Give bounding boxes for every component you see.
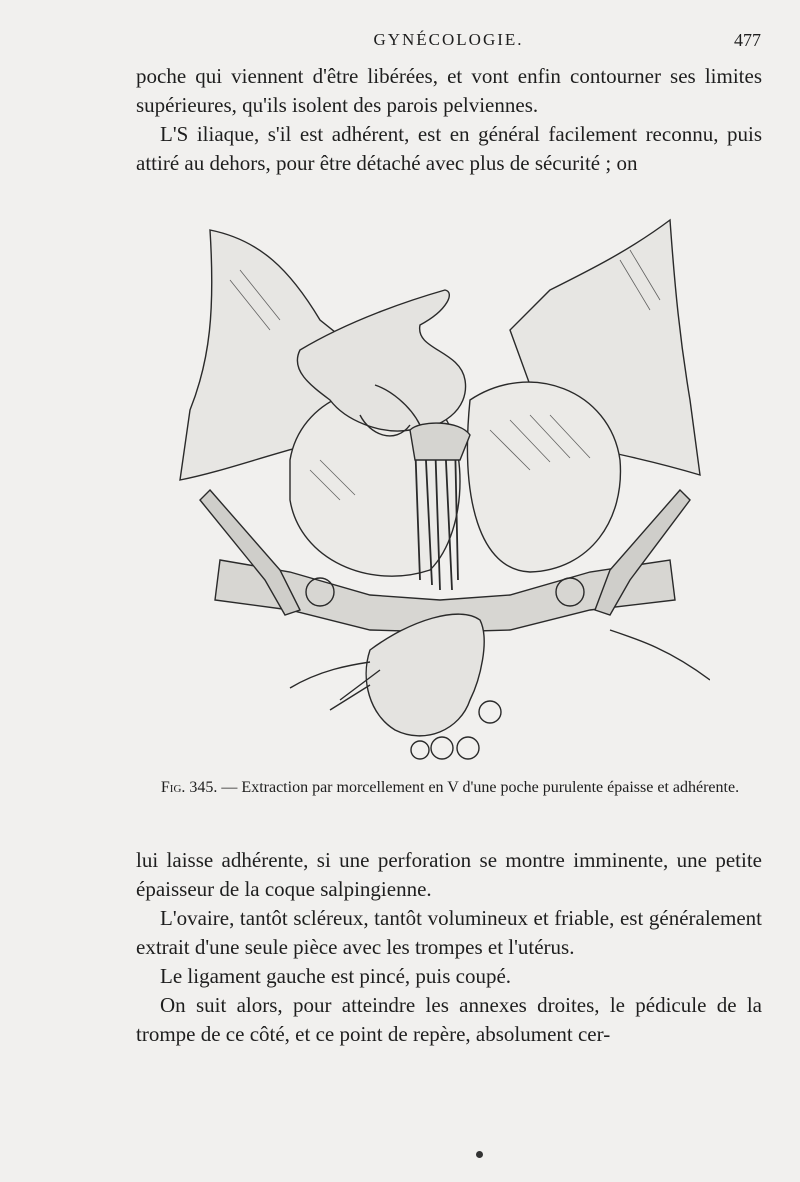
printer-mark-dot: [476, 1151, 483, 1158]
figure-label: Fig. 345.: [160, 779, 218, 796]
figure-caption: [150, 778, 750, 798]
page-number: 477: [734, 30, 761, 50]
figure-caption-text: — Extraction par morcellement en V d'une poche purulente épaisse et adhérente.: [221, 779, 740, 796]
figure-illustration: [170, 200, 710, 770]
paragraph: lui laisse adhérente, si une perforation se montre imminente, une petite épaisseur de la coque salpingienne.: [136, 848, 762, 901]
paragraph: Le ligament gauche est pincé, puis coupé.: [160, 964, 512, 988]
running-head: [136, 28, 761, 58]
paragraph: L'ovaire, tantôt scléreux, tantôt volumineux et friable, est généralement extrait d'une seule pièce avec les trompes et l'utérus.: [136, 906, 762, 959]
surgical-engraving-illustration: [170, 200, 710, 770]
paragraph: L'S iliaque, s'il est adhérent, est en général facilement reconnu, puis attiré au dehors, pour être détaché avec plus de sécurité ; on: [136, 122, 762, 175]
text-block-bottom: [136, 846, 762, 1049]
text-block-top: [136, 62, 762, 178]
paragraph: poche qui viennent d'être libérées, et vont enfin contourner ses limites supérieures, qu'ils isolent des parois pelviennes.: [136, 64, 762, 117]
running-title: GYNÉCOLOGIE.: [373, 30, 524, 49]
paragraph: On suit alors, pour atteindre les annexes droites, le pédicule de la trompe de ce côté, et ce point de repère, absolument cer-: [136, 993, 762, 1046]
